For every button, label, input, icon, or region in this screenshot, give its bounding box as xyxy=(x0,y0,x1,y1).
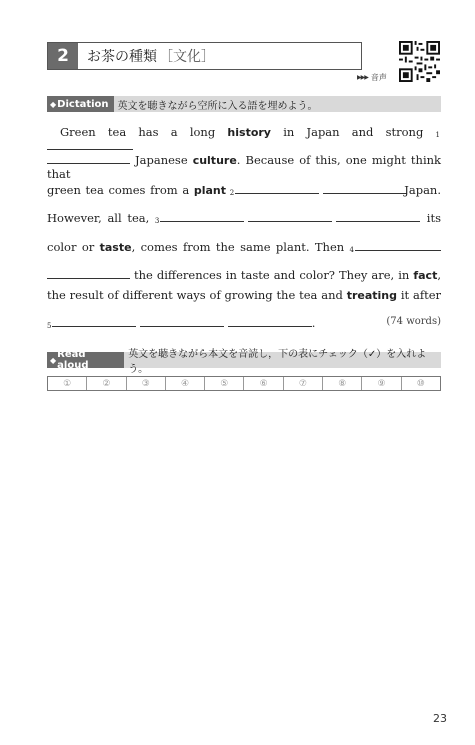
answer-blank[interactable] xyxy=(140,316,224,327)
blank-number: 1 xyxy=(435,131,440,139)
passage-line: green tea comes from a plant 2 Japan. xyxy=(47,183,441,197)
check-cell[interactable]: ② xyxy=(87,377,126,390)
word-count: (74 words) xyxy=(386,316,441,327)
keyword: culture xyxy=(192,154,237,167)
check-cell[interactable]: ⑨ xyxy=(362,377,401,390)
read-aloud-instruction: 英文を聴きながら本文を音読し，下の表にチェック（✓）を入れよう。 xyxy=(128,349,427,375)
passage-line: However, all tea, 3 its xyxy=(47,211,441,225)
answer-blank[interactable] xyxy=(47,153,130,164)
page-number: 23 xyxy=(433,712,447,725)
answer-blank[interactable] xyxy=(355,240,441,251)
blank-number: 5 xyxy=(47,322,52,330)
qr-code-icon[interactable] xyxy=(399,41,440,82)
answer-blank[interactable] xyxy=(336,211,420,222)
read-aloud-header xyxy=(47,349,441,375)
keyword: fact xyxy=(413,269,438,282)
keyword: treating xyxy=(346,289,397,302)
play-arrows-icon: ▶▶▶ xyxy=(357,74,368,81)
audio-link[interactable] xyxy=(357,72,387,83)
dictation-label-text: Dictation xyxy=(57,98,109,110)
check-cell[interactable]: ⑩ xyxy=(416,378,425,389)
check-cell[interactable]: ⑦ xyxy=(284,377,323,390)
answer-blank[interactable] xyxy=(323,183,407,194)
keyword: taste xyxy=(99,241,132,254)
unit-title-tag: ［文化］ xyxy=(159,49,215,65)
check-cell[interactable]: ⑥ xyxy=(244,377,283,390)
unit-title-text: お茶の種類 xyxy=(87,49,157,65)
unit-title-box xyxy=(47,42,362,70)
dictation-header xyxy=(47,96,441,112)
unit-title xyxy=(78,43,215,69)
answer-blank[interactable] xyxy=(228,316,312,327)
passage-line: the result of different ways of growing the tea and treating it after xyxy=(47,288,441,302)
audio-label: 音声 xyxy=(370,73,387,82)
answer-blank[interactable] xyxy=(160,211,244,222)
passage-line: Japanese culture. Because of this, one might think that xyxy=(47,153,441,181)
check-cell[interactable]: ⑤ xyxy=(205,377,244,390)
blank-number: 4 xyxy=(349,246,354,254)
blank-number: 2 xyxy=(229,189,235,197)
dictation-label xyxy=(47,96,114,112)
answer-blank[interactable] xyxy=(52,316,136,327)
answer-blank[interactable] xyxy=(47,268,130,279)
passage-line: Green tea has a long history in Japan and strong 1 xyxy=(47,125,441,153)
read-aloud-check-table xyxy=(47,376,441,391)
check-cell[interactable]: ⑧ xyxy=(323,377,362,390)
check-cell[interactable]: ④ xyxy=(166,377,205,390)
keyword: plant xyxy=(193,184,227,197)
read-aloud-label-text: Read aloud xyxy=(57,349,89,371)
answer-blank[interactable] xyxy=(248,211,332,222)
keyword: history xyxy=(227,126,271,139)
passage-line: the differences in taste and color? They are, in fact, xyxy=(47,268,441,282)
dictation-instruction: 英文を聴きながら空所に入る語を埋めよう。 xyxy=(117,100,318,112)
check-cell[interactable]: ③ xyxy=(127,377,166,390)
passage-line: 5 . (74 words) xyxy=(47,316,441,330)
passage-line: color or taste, comes from the same plant. Then 4 xyxy=(47,240,441,254)
answer-blank[interactable] xyxy=(47,139,133,150)
diamond-icon: ◆ xyxy=(50,355,57,365)
diamond-icon: ◆ xyxy=(50,99,57,109)
read-aloud-label xyxy=(47,349,124,371)
unit-number: 2 xyxy=(48,43,78,69)
check-cell[interactable]: ① xyxy=(48,377,87,390)
answer-blank[interactable] xyxy=(235,183,319,194)
blank-number: 3 xyxy=(154,217,160,225)
